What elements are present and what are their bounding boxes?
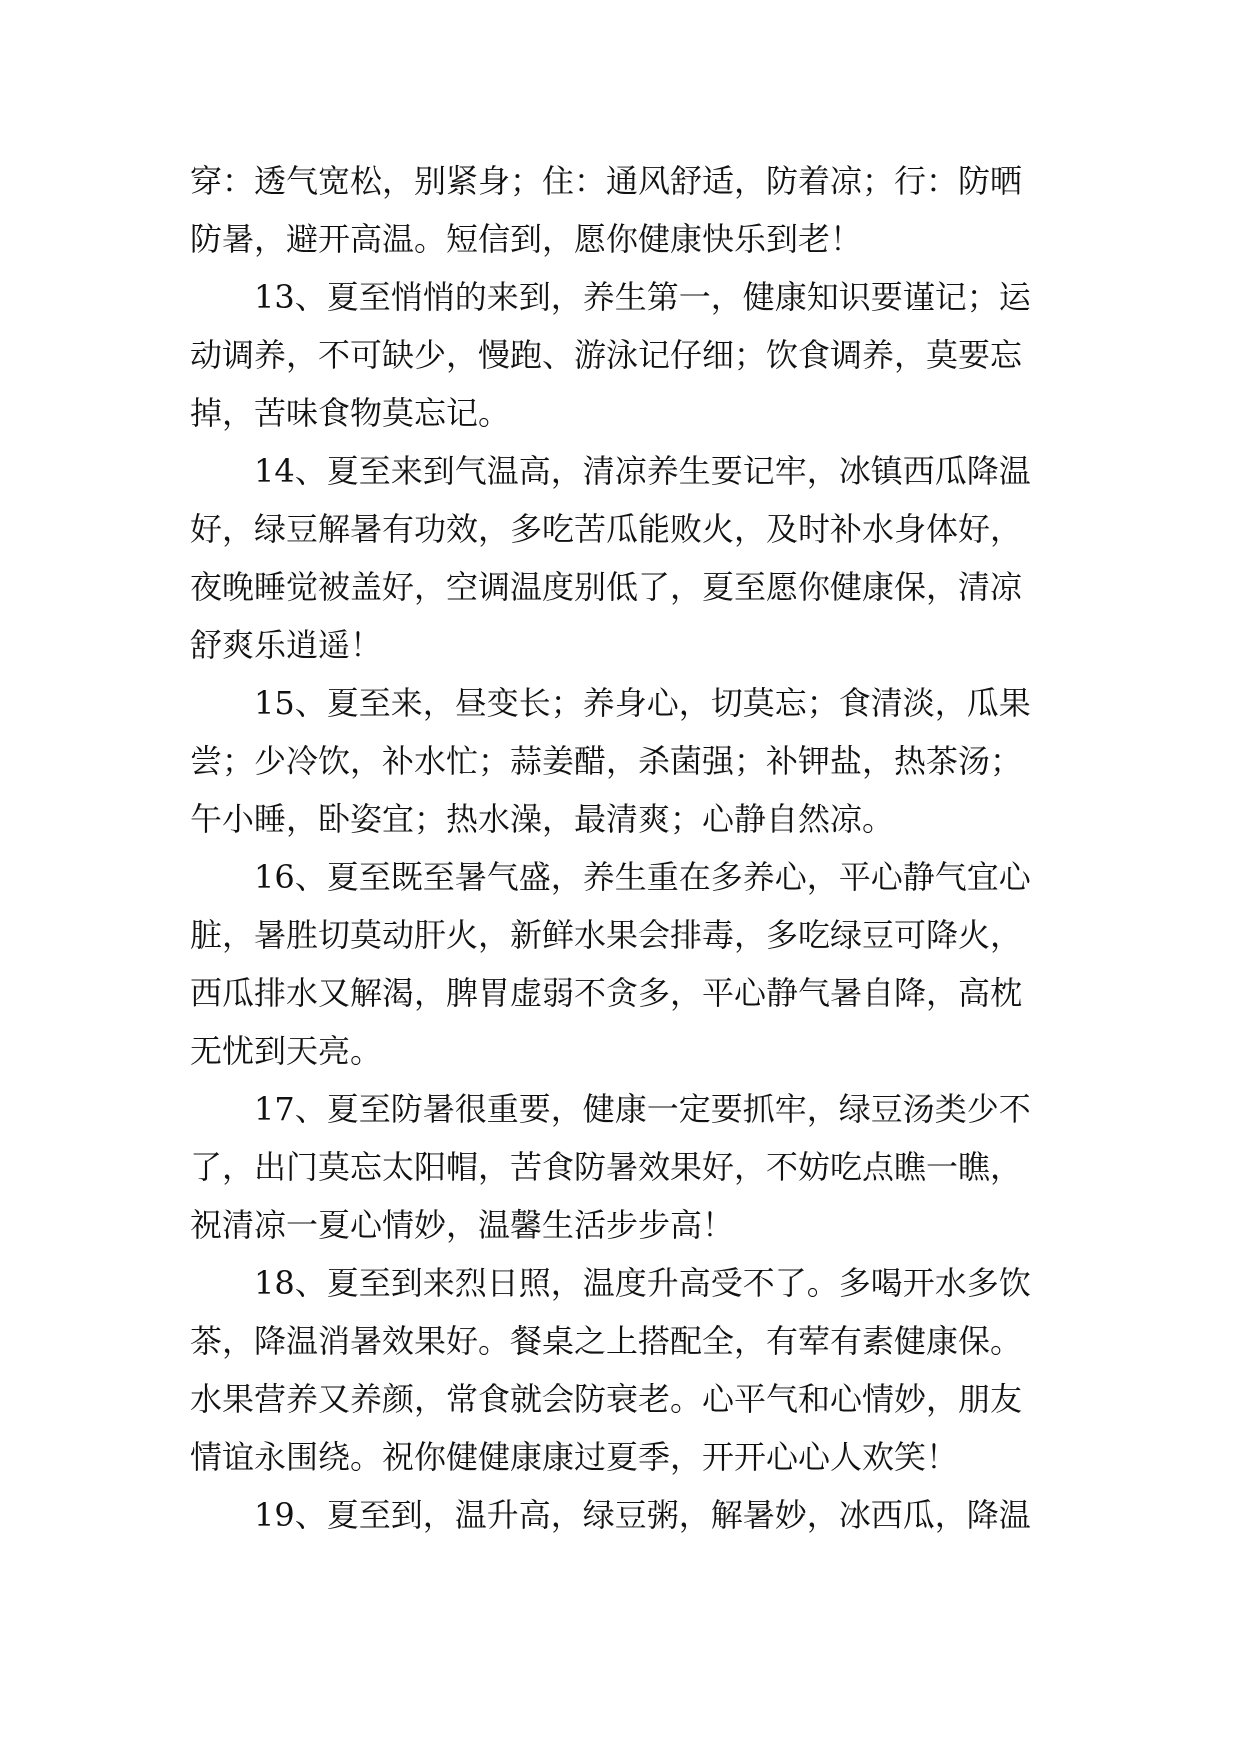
paragraph: [190, 848, 1060, 1080]
paragraph: [190, 674, 1060, 848]
text-line: 了，出门莫忘太阳帽，苦食防暑效果好，不妨吃点瞧一瞧，: [190, 1148, 1023, 1186]
paragraph: [190, 1486, 1060, 1544]
paragraph: [190, 1080, 1060, 1254]
text-line: 17、夏至防暑很重要，健康一定要抓牢，绿豆汤类少不: [254, 1090, 1031, 1128]
text-line: 西瓜排水又解渴，脾胃虚弱不贪多，平心静气暑自降，高枕: [190, 974, 1023, 1012]
text-line: 情谊永围绕。祝你健健康康过夏季，开开心心人欢笑！: [190, 1438, 959, 1476]
text-line: 茶，降温消暑效果好。餐桌之上搭配全，有荤有素健康保。: [190, 1322, 1023, 1360]
text-line: 舒爽乐逍遥！: [190, 626, 383, 664]
paragraph: [190, 442, 1060, 674]
document-body: [190, 152, 1060, 1544]
text-line: 无忧到天亮。: [190, 1032, 383, 1070]
text-line: 夜晚睡觉被盖好，空调温度别低了，夏至愿你健康保，清凉: [190, 568, 1023, 606]
text-line: 防暑，避开高温。短信到，愿你健康快乐到老！: [190, 220, 863, 258]
paragraph: [190, 268, 1060, 442]
text-line: 19、夏至到，温升高，绿豆粥，解暑妙，冰西瓜，降温: [254, 1496, 1031, 1534]
paragraph: [190, 152, 1060, 268]
text-line: 祝清凉一夏心情妙，温馨生活步步高！: [190, 1206, 735, 1244]
text-line: 13、夏至悄悄的来到，养生第一，健康知识要谨记；运: [254, 278, 1031, 316]
text-line: 掉，苦味食物莫忘记。: [190, 394, 511, 432]
paragraph: [190, 1254, 1060, 1486]
text-line: 好，绿豆解暑有功效，多吃苦瓜能败火，及时补水身体好，: [190, 510, 1023, 548]
text-line: 15、夏至来，昼变长；养身心，切莫忘；食清淡，瓜果: [254, 684, 1031, 722]
text-line: 脏，暑胜切莫动肝火，新鲜水果会排毒，多吃绿豆可降火，: [190, 916, 1023, 954]
text-line: 动调养，不可缺少，慢跑、游泳记仔细；饮食调养，莫要忘: [190, 336, 1023, 374]
text-line: 水果营养又养颜，常食就会防衰老。心平气和心情妙，朋友: [190, 1380, 1023, 1418]
text-line: 16、夏至既至暑气盛，养生重在多养心，平心静气宜心: [254, 858, 1031, 896]
text-line: 午小睡，卧姿宜；热水澡，最清爽；心静自然凉。: [190, 800, 895, 838]
text-line: 尝；少冷饮，补水忙；蒜姜醋，杀菌强；补钾盐，热茶汤；: [190, 742, 1023, 780]
text-line: 18、夏至到来烈日照，温度升高受不了。多喝开水多饮: [254, 1264, 1031, 1302]
text-line: 穿：透气宽松，别紧身；住：通风舒适，防着凉；行：防晒: [190, 162, 1023, 200]
text-line: 14、夏至来到气温高，清凉养生要记牢，冰镇西瓜降温: [254, 452, 1031, 490]
